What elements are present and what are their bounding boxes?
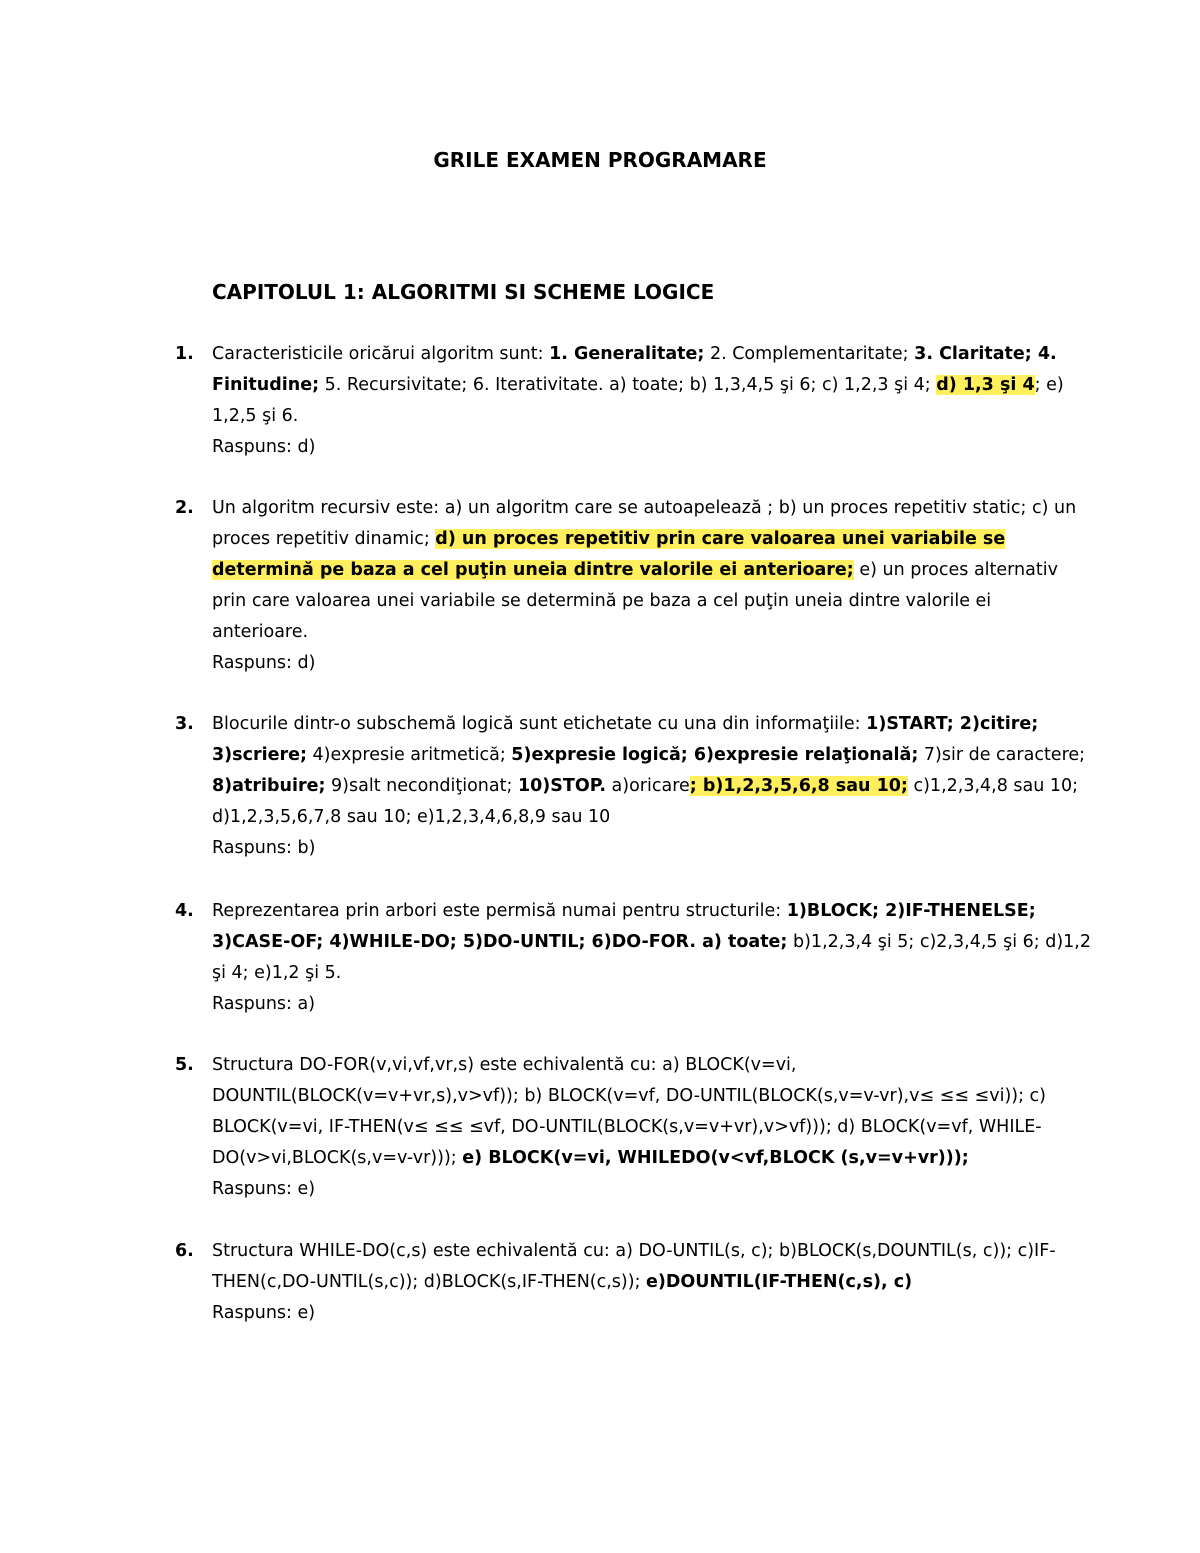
answer-line: Raspuns: a) (212, 994, 316, 1014)
text-segment: Reprezentarea prin arbori este permisă numai pentru structurile: (212, 901, 787, 921)
question-1 (175, 339, 1092, 463)
question-number: 4. (175, 901, 194, 921)
question-5 (175, 1050, 1092, 1205)
question-3 (175, 709, 1092, 864)
highlighted-correct-answer: d) 1,3 şi 4 (936, 375, 1035, 395)
question-number: 3. (175, 714, 194, 734)
text-segment: c)1,2,3,4,8 sau 10; d)1,2,3,5,6,7,8 sau 10; e)1,2,3,4,6,8,9 sau 10 (212, 776, 1079, 827)
bold-text-segment: e)DOUNTIL(IF-THEN(c,s), c) (646, 1272, 913, 1292)
bold-text-segment: e) BLOCK(v=vi, WHILEDO(v<vf,BLOCK (s,v=v+vr))); (462, 1148, 969, 1168)
question-text (212, 493, 1092, 648)
answer-line: Raspuns: b) (212, 838, 316, 858)
text-segment: Blocurile dintr-o subschemă logică sunt etichetate cu una din informaţiile: (212, 714, 867, 734)
answer-line: Raspuns: d) (212, 653, 316, 673)
question-number: 6. (175, 1241, 194, 1261)
text-segment: 9)salt necondiţionat; (325, 776, 518, 796)
text-segment: ; e) 1,2,5 şi 6. (212, 375, 1064, 426)
question-text (212, 1236, 1092, 1298)
text-segment: a)oricare (605, 776, 690, 796)
question-number: 1. (175, 344, 194, 364)
bold-text-segment: 8)atribuire; (212, 776, 326, 796)
question-2 (175, 493, 1092, 679)
bold-text-segment: 1)START; 2)citire; 3)scriere; (212, 714, 1039, 765)
question-text (212, 896, 1092, 989)
question-number: 2. (175, 498, 194, 518)
answer-line: Raspuns: e) (212, 1303, 316, 1323)
chapter-heading: CAPITOLUL 1: ALGORITMI SI SCHEME LOGICE (212, 280, 715, 304)
text-segment: 5. Recursivitate; 6. Iterativitate. a) toate; b) 1,3,4,5 şi 6; c) 1,2,3 şi 4; (319, 375, 937, 395)
bold-text-segment: 1. Generalitate; (549, 344, 705, 364)
answer-line: Raspuns: d) (212, 437, 316, 457)
bold-text-segment: 10)STOP. (517, 776, 606, 796)
text-segment: Structura WHILE-DO(c,s) este echivalentă cu: a) DO-UNTIL(s, c); b)BLOCK(s,DOUNTIL(s, c)); c)IF-THEN(c,DO-UNTIL(s,c)); d)BLOCK(s,IF-THEN(c,s)); (212, 1241, 1056, 1292)
text-segment: 7)sir de caractere; (918, 745, 1086, 765)
bold-text-segment: 3. Claritate; 4. Finitudine; (212, 344, 1057, 395)
document-title: GRILE EXAMEN PROGRAMARE (433, 148, 767, 172)
question-text (212, 709, 1092, 833)
text-segment: b)1,2,3,4 şi 5; c)2,3,4,5 şi 6; d)1,2 şi 4; e)1,2 şi 5. (212, 932, 1091, 983)
question-4 (175, 896, 1092, 1020)
text-segment: Structura DO-FOR(v,vi,vf,vr,s) este echivalentă cu: a) BLOCK(v=vi, DOUNTIL(BLOCK(v=v+vr,s),v>vf)); b) BLOCK(v=vf, DO-UNTIL(BLOCK(s,v=v-vr),v≤ ≤≤ ≤vi)); c) BLOCK(v=vi, IF-THEN(v≤ ≤≤ ≤vf, DO-UNTIL(BLOCK(s,v=v+vr),v>vf))); d) BLOCK(v=vf, WHILE-DO(v>vi,BLOCK(s,v=v-vr))); (212, 1055, 1047, 1168)
text-segment: e) un proces alternativ prin care valoarea unei variabile se determină pe baza a cel puţin uneia dintre valorile ei anterioare. (212, 560, 1058, 642)
highlighted-correct-answer: ; b)1,2,3,5,6,8 sau 10; (689, 776, 908, 796)
text-segment: Caracteristicile oricărui algoritm sunt: (212, 344, 550, 364)
text-segment: 2. Complementaritate; (704, 344, 915, 364)
question-text (212, 339, 1092, 432)
question-text (212, 1050, 1092, 1174)
question-number: 5. (175, 1055, 194, 1075)
bold-text-segment: 1)BLOCK; 2)IF-THENELSE; 3)CASE-OF; 4)WHILE-DO; 5)DO-UNTIL; 6)DO-FOR. a) toate; (212, 901, 1036, 952)
text-segment: 4)expresie aritmetică; (306, 745, 512, 765)
highlighted-correct-answer: d) un proces repetitiv prin care valoarea unei variabile se determină pe baza a cel puţin uneia dintre valorile ei anterioare; (212, 529, 1006, 580)
answer-line: Raspuns: e) (212, 1179, 316, 1199)
bold-text-segment: 5)expresie logică; 6)expresie relaţională; (511, 745, 919, 765)
text-segment: Un algoritm recursiv este: a) un algoritm care se autoapelează ; b) un proces repetitiv static; c) un proces repetitiv dinamic; (212, 498, 1077, 549)
question-6 (175, 1236, 1092, 1329)
